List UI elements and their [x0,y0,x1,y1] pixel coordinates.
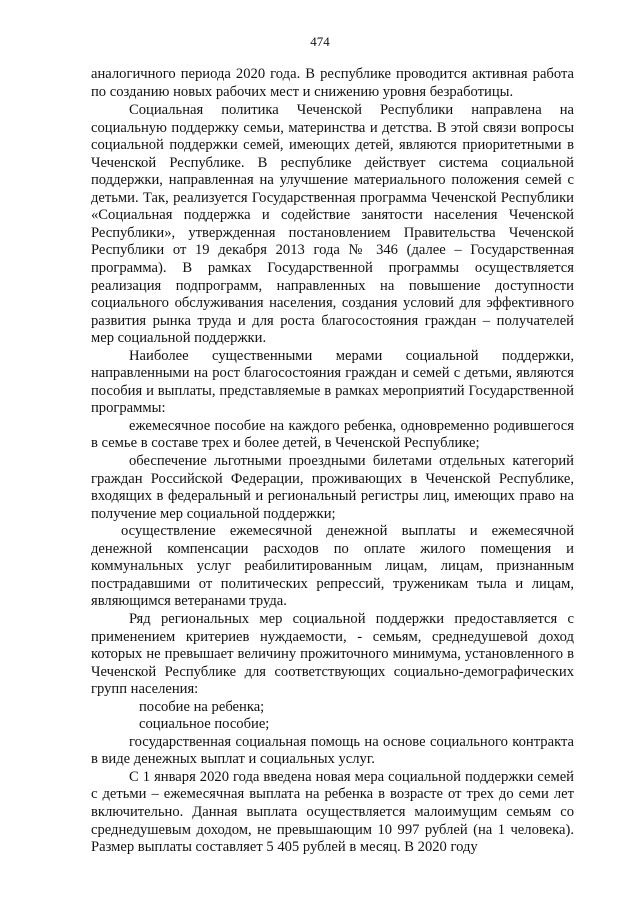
paragraph-continuation: аналогичного периода 2020 года. В республике проводится активная работа по созданию новых рабочих мест и снижению уровня безработицы. [91,66,574,100]
paragraph-social-policy: Социальная политика Чеченской Республики направлена на социальную поддержку семьи, материнства и детства. В этой связи вопросы социальной поддержки семей, имеющих детей, являются приоритетными в Чеченской Республике. В республике действует система социальной поддержки, направленная на улучшение материального положения семей с детьми. Так, реализуется Государственная программа Чеченской Республики «Социальная поддержка и содействие занятости населения Чеченской Республики», утвержденная постановлением Правительства Чеченской Республики от 19 декабря 2013 года № 346 (далее – Государственная программа). В рамках Государственной программы осуществляется реализация подпрограмм, направленных на повышение доступности социального обслуживания населения, создания условий для эффективного развития рынка труда и для роста благосостояния граждан – получателей мер социальной поддержки. [91,102,574,347]
document-body [91,66,574,857]
list-item-travel-tickets: обеспечение льготными проездными билетами отдельных категорий граждан Российской Федерации, проживающих в Чеченской Республике, входящих в федеральный и региональный регистры лиц, имеющих право на получение мер социальной поддержки; [91,453,574,522]
paragraph-need-criteria: Ряд региональных мер социальной поддержки предоставляется с применением критериев нуждаемости, - семьям, среднедушевой доход которых не превышает величину прожиточного минимума, установленного в Чеченской Республике для соответствующих социально-демографических групп населения: [91,610,574,698]
list-item-monthly-allowance: ежемесячное пособие на каждого ребенка, одновременно родившегося в семье в составе трех и более детей, в Чеченской Республике; [91,417,574,452]
list-item-child-benefit: пособие на ребенка; [139,698,265,715]
paragraph-support-measures: Наиболее существенными мерами социальной поддержки, направленными на рост благосостояния граждан и семей с детьми, являются пособия и выплаты, представляемые в рамках мероприятий Государственной программы: [91,347,574,417]
list-item-state-assistance: государственная социальная помощь на основе социального контракта в виде денежных выплат и социальных услуг. [91,733,574,768]
list-item-monthly-payment: осуществление ежемесячной денежной выплаты и ежемесячной денежной компенсации расходов по оплате жилого помещения и коммунальных услуг реабилитированным лицам, лицам, признанным пострадавшими от политических репрессий, труженикам тыла и лицам, являющимся ветеранами труда. [91,523,574,610]
page-number: 474 [310,34,330,49]
paragraph-new-measure-2020: С 1 января 2020 года введена новая мера социальной поддержки семей с детьми – ежемесячная выплата на ребенка в возрасте от трех до семи лет включительно. Данная выплата осуществляется малоимущим семьям со среднедушевым доходом, не превышающим 10 997 рублей (на 1 человека). Размер выплаты составляет 5 405 рублей в месяц. В 2020 году [91,768,574,856]
list-item-social-benefit: социальное пособие; [139,716,270,733]
